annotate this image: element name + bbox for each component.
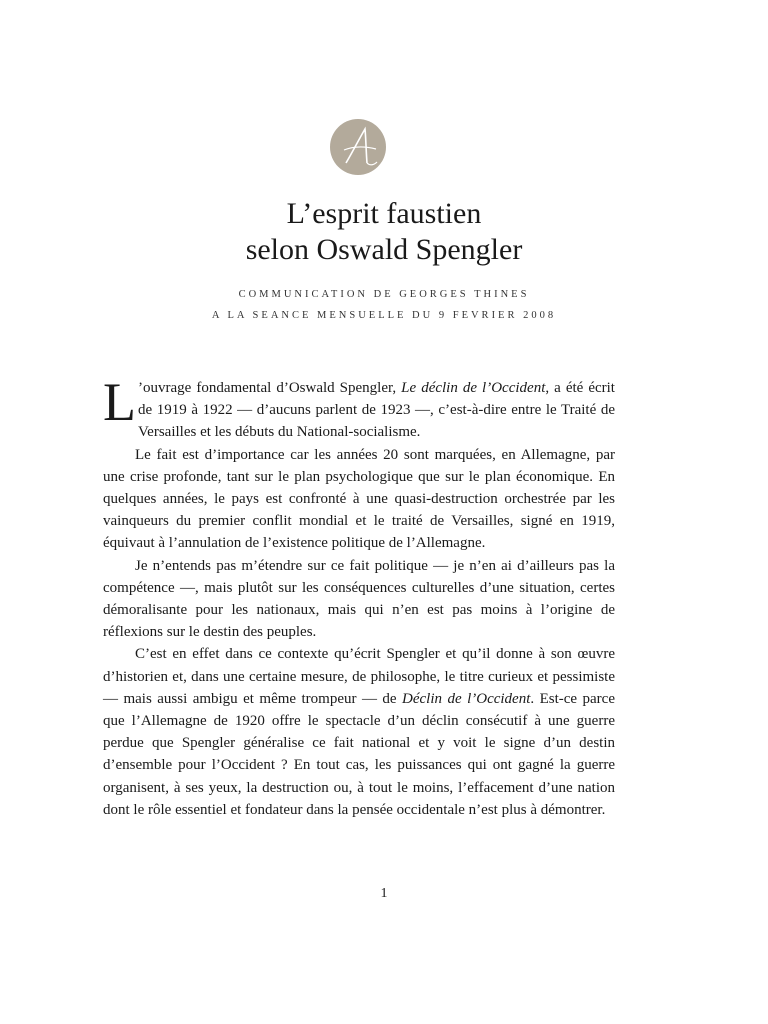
paragraph-3: Je n’entends pas m’étendre sur ce fait politique — je n’en ai d’ailleurs pas la compétence —, mais plutôt sur les conséquences culturelles d’une situation, certes démoralisante pour les nationaux, mais qui n’en est pas moins à l’origine de réflexions sur le destin des peuples. [103,557,615,641]
body-text [103,372,615,821]
logo-a-icon [330,119,386,175]
paragraph-4-end: . Est-ce parce que l’Allemagne de 1920 offre le spectacle d’un déclin consécutif à une guerre perdue que Spengler généralise ce fait national et y voit le signe d’un destin d’ensemble pour l’Occident ? En tout cas, les puissances qui ont gagné la guerre organisent, à ses yeux, la destruction ou, à tout le moins, l’effacement d’une nation dont le rôle essentiel et fondateur dans la pensée occidentale n’est plus à démontrer. [103,690,615,818]
title-line-2: selon Oswald Spengler [245,233,523,266]
book-title-reference: Le déclin de l’Occident [401,380,546,396]
paragraph-2: Le fait est d’importance car les années 20 sont marquées, en Allemagne, par une crise profonde, tant sur le plan psychologique que sur le plan économique. En quelques années, le pays est confronté à une quasi-destruction orchestrée par les vainqueurs du premier conflit mondial et le traité de Versailles, signé en 1919, équivaut à l’annulation de l’existence politique de l’Allemagne. [103,446,615,552]
paragraph-4-start: C’est en effet dans ce contexte qu’écrit Spengler et qu’il donne à son œuvre d’historien et, dans une certaine mesure, de philosophe, le titre curieux et pessimiste — mais aussi ambigu et même trompeur — de [103,646,615,707]
title-line-1: L’esprit faustien [286,197,482,230]
paragraph-1-end: , a été écrit de 1919 à 1922 — d’aucuns parlent de 1923 —, c’est-à-dire entre le Traité de Versailles et les débuts du National-socialisme. [138,380,615,441]
subtitle-line-2: A LA SEANCE MENSUELLE DU 9 FEVRIER 2008 [211,310,557,321]
paragraph-1 [103,372,615,444]
book-title-reference-2: Déclin de l’Occident [402,690,531,707]
drop-cap: L [103,372,136,432]
subtitle-line-1: COMMUNICATION DE GEORGES THINES [238,289,530,300]
page-number: 1 [380,886,388,901]
paragraph-1-start: ’ouvrage fondamental d’Oswald Spengler, [138,380,402,396]
academy-logo [330,119,386,175]
paragraph-4 [103,643,615,821]
